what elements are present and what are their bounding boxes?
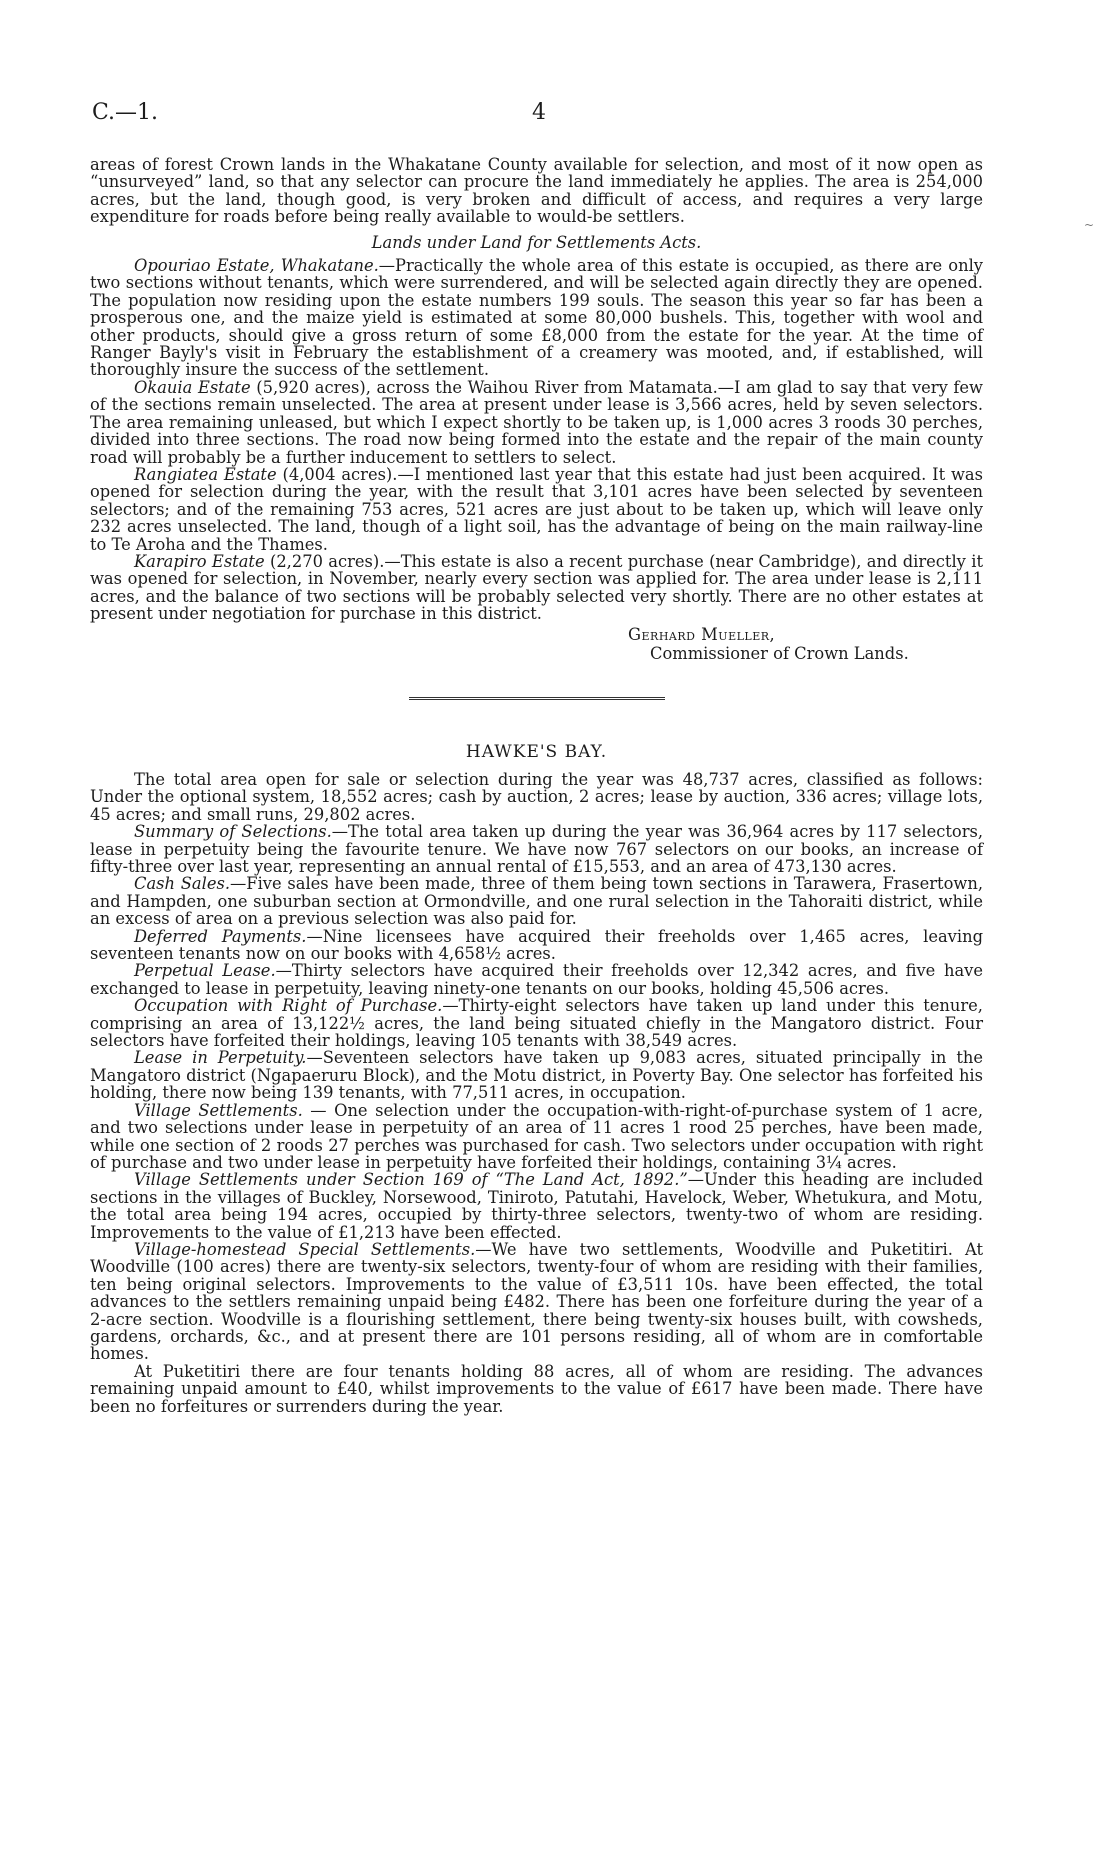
signature-block — [90, 625, 983, 663]
section-paragraph-village-homestead — [90, 1241, 983, 1363]
section-title: Village Settlements under Section 169 of “The Land Act, 1892.” — [134, 1170, 688, 1190]
section-paragraph-village-settlements — [90, 1102, 983, 1172]
intro-paragraph: areas of forest Crown lands in the Whakatane County available for selection, and most of it now open as “unsurveyed” land, so that any selector can procure the land immediately he applies. The area is 254,000 acres, but the land, though good, is very broken and difficult of access, and requires a very large expenditure for roads before being really available to would-be settlers. — [90, 155, 983, 227]
section-text: — One selection under the occupation-with-right-of-purchase system of 1 acre, and two selections under lease in perpetuity of an area of 11 acres 1 rood 25 perches, have been made, while one section of 2 roods 27 perches was purchased for cash. Two selectors under occupation with right of purchase and two under lease in perpetuity have forfeited their holdings, containing 3¼ acres. — [90, 1100, 983, 1172]
section-text: —Five sales have been made, three of them being town sections in Tarawera, Frasertown, and Hampden, one suburban section at Ormondville, and one rural selection in the Tahoraiti district, while an excess of area on a previous selection was also paid for. — [90, 874, 983, 929]
section-title: Cash Sales. — [134, 874, 230, 894]
section-divider — [409, 697, 665, 700]
section-paragraph-lease-in-perpetuity — [90, 1049, 983, 1101]
section-text: —Nine licensees have acquired their freeholds over 1,465 acres, leaving seventeen tenants now on our books with 4,658½ acres. — [90, 926, 983, 964]
section-text: —We have two settlements, Woodville and Puketitiri. At Woodville (100 acres) there are twenty-six selectors, twenty-four of whom are residing with their families, ten being original selectors. Improvements to the value of £3,511 10s. have been effected, the total advances to the settlers remaining unpaid being £482. There has been one forfeiture during the year of a 2-acre section. Woodville is a flourishing settlement, there being twenty-six houses built, with cowsheds, gardens, orchards, &c., and at present there are 101 persons residing, all of whom are in comfortable homes. — [90, 1239, 983, 1364]
estate-paragraph-opouriao — [90, 257, 983, 379]
estate-text: (5,920 acres), across the Waihou River from Matamata.—I am glad to say that very few of the sections remain unselected. The area at present under lease is 3,566 acres, held by seven selectors. The area remaining unleased, but which I expect shortly to be taken up, is 1,000 acres 3 roods 30 perches, divided into three sections. The road now being formed into the estate and the repair of the main county road will probably be a further inducement to settlers to select. — [90, 377, 983, 467]
estate-paragraph-karapiro — [90, 553, 983, 623]
signatory-title: Commissioner of Crown Lands. — [650, 643, 909, 663]
estate-text: (4,004 acres).—I mentioned last year that this estate had just been acquired. It was opened for selection during the year, with the result that 3,101 acres have been selected by seventeen selectors; and of the remaining 753 acres, 521 acres are just about to be taken up, which will leave only 232 acres unselected. The land, though of a light soil, has the advantage of being on the main railway-line to Te Aroha and the Thames. — [90, 464, 983, 554]
estate-title: Karapiro Estate — [134, 551, 265, 571]
estate-text: —Practically the whole area of this estate is occupied, as there are only two sections without tenants, which were surrendered, and will be selected again directly they are opened. The population now residing upon the estate numbers 199 souls. The season this year so far has been a prosperous one, and the maize yield is estimated at some 80,000 bushels. This, together with wool and other products, should give a gross return of some £8,000 from the estate for the year. At the time of Ranger Bayly's visit in February the establishment of a creamery was mooted, and, if established, will thoroughly insure the success of the settlement. — [90, 256, 983, 380]
margin-mark: ~ — [1084, 218, 1095, 232]
estate-title: Opouriao Estate, Whakatane. — [134, 256, 379, 276]
hawkes-bay-heading: HAWKE'S BAY. — [465, 741, 608, 762]
estate-title: Okauia Estate — [134, 377, 251, 397]
estate-paragraph-rangiatea — [90, 466, 983, 553]
page-number: 4 — [532, 100, 546, 125]
estate-text: (2,270 acres).—This estate is also a recent purchase (near Cambridge), and directly it was opened for selection, in November, nearly every section was applied for. The area under lease is 2,111 acres, and the balance of two sections will be probably selected very shortly. There are no other estates at present under negotiation for purchase in this district. — [90, 551, 983, 624]
section-title: Deferred Payments. — [134, 926, 307, 946]
section-paragraph-occupation — [90, 997, 983, 1049]
section-title: Village Settlements. — [134, 1100, 303, 1120]
section-text: —The total area taken up during the year was 36,964 acres by 117 selectors, lease in perpetuity being the favourite tenure. We have now 767 selectors on our books, an increase of fifty-three over last year, representing an annual rental of £15,553, and an area of 473,130 acres. — [90, 822, 984, 876]
estate-title: Rangiatea Estate — [134, 464, 277, 484]
section-title: Lease in Perpetuity. — [134, 1048, 307, 1068]
section-text: —Under this heading are included sections in the villages of Buckley, Norsewood, Tiniroto, Patutahi, Havelock, Weber, Whetukura, and Motu, the total area being 194 acres, occupied by thirty-three selectors, twenty-two of whom are residing. Improvements to the value of £1,213 have been effected. — [90, 1170, 983, 1242]
section-paragraph-section-169 — [90, 1171, 983, 1241]
section-text: —Thirty-eight selectors have taken up land under this tenure, comprising an area of 13,122½ acres, the land being situated chiefly in the Mangatoro district. Four selectors have forfeited their holdings, leaving 105 tenants with 38,549 acres. — [90, 996, 983, 1051]
document-reference: C.—1. — [92, 100, 159, 125]
section-paragraph-deferred-payments — [90, 928, 983, 963]
hawkes-bay-closing: At Puketitiri there are four tenants holding 88 acres, all of whom are residing. The advances remaining unpaid amount to £40, whilst improvements to the value of £617 have been made. There have been no forfeitures or surrenders during the year. — [90, 1361, 983, 1416]
hawkes-bay-opening: The total area open for sale or selection during the year was 48,737 acres, classified as follows: Under the optional system, 18,552 acres; cash by auction, 2 acres; lease by auction, 336 acres; village lots, 45 acres; and small runs, 29,802 acres. — [90, 769, 983, 824]
section-title: Occupation with Right of Purchase. — [134, 996, 443, 1016]
signatory-name: Gerhard Mueller, — [628, 624, 776, 644]
section-title: Village-homestead Special Settlements. — [134, 1239, 476, 1259]
section-paragraph-perpetual-lease — [90, 962, 983, 997]
section-title: Summary of Selections. — [134, 822, 332, 842]
section-title: Perpetual Lease. — [134, 961, 276, 981]
section-paragraph-cash-sales — [90, 875, 983, 927]
estate-paragraph-okauia — [90, 379, 983, 466]
body-text — [90, 156, 983, 1415]
page-header — [92, 100, 1022, 134]
section-paragraph-summary — [90, 823, 983, 875]
section-text: —Thirty selectors have acquired their freeholds over 12,342 acres, and five have exchanged to lease in perpetuity, leaving ninety-one tenants on our books, holding 45,506 acres. — [90, 961, 983, 998]
section-text: —Seventeen selectors have taken up 9,083 acres, situated principally in the Mangatoro district (Ngapaeruru Block), and the Motu district, in Poverty Bay. One selector has forfeited his holding, there now being 139 tenants, with 77,511 acres, in occupation. — [90, 1048, 983, 1103]
lands-subheading: Lands under Land for Settlements Acts. — [371, 232, 702, 252]
